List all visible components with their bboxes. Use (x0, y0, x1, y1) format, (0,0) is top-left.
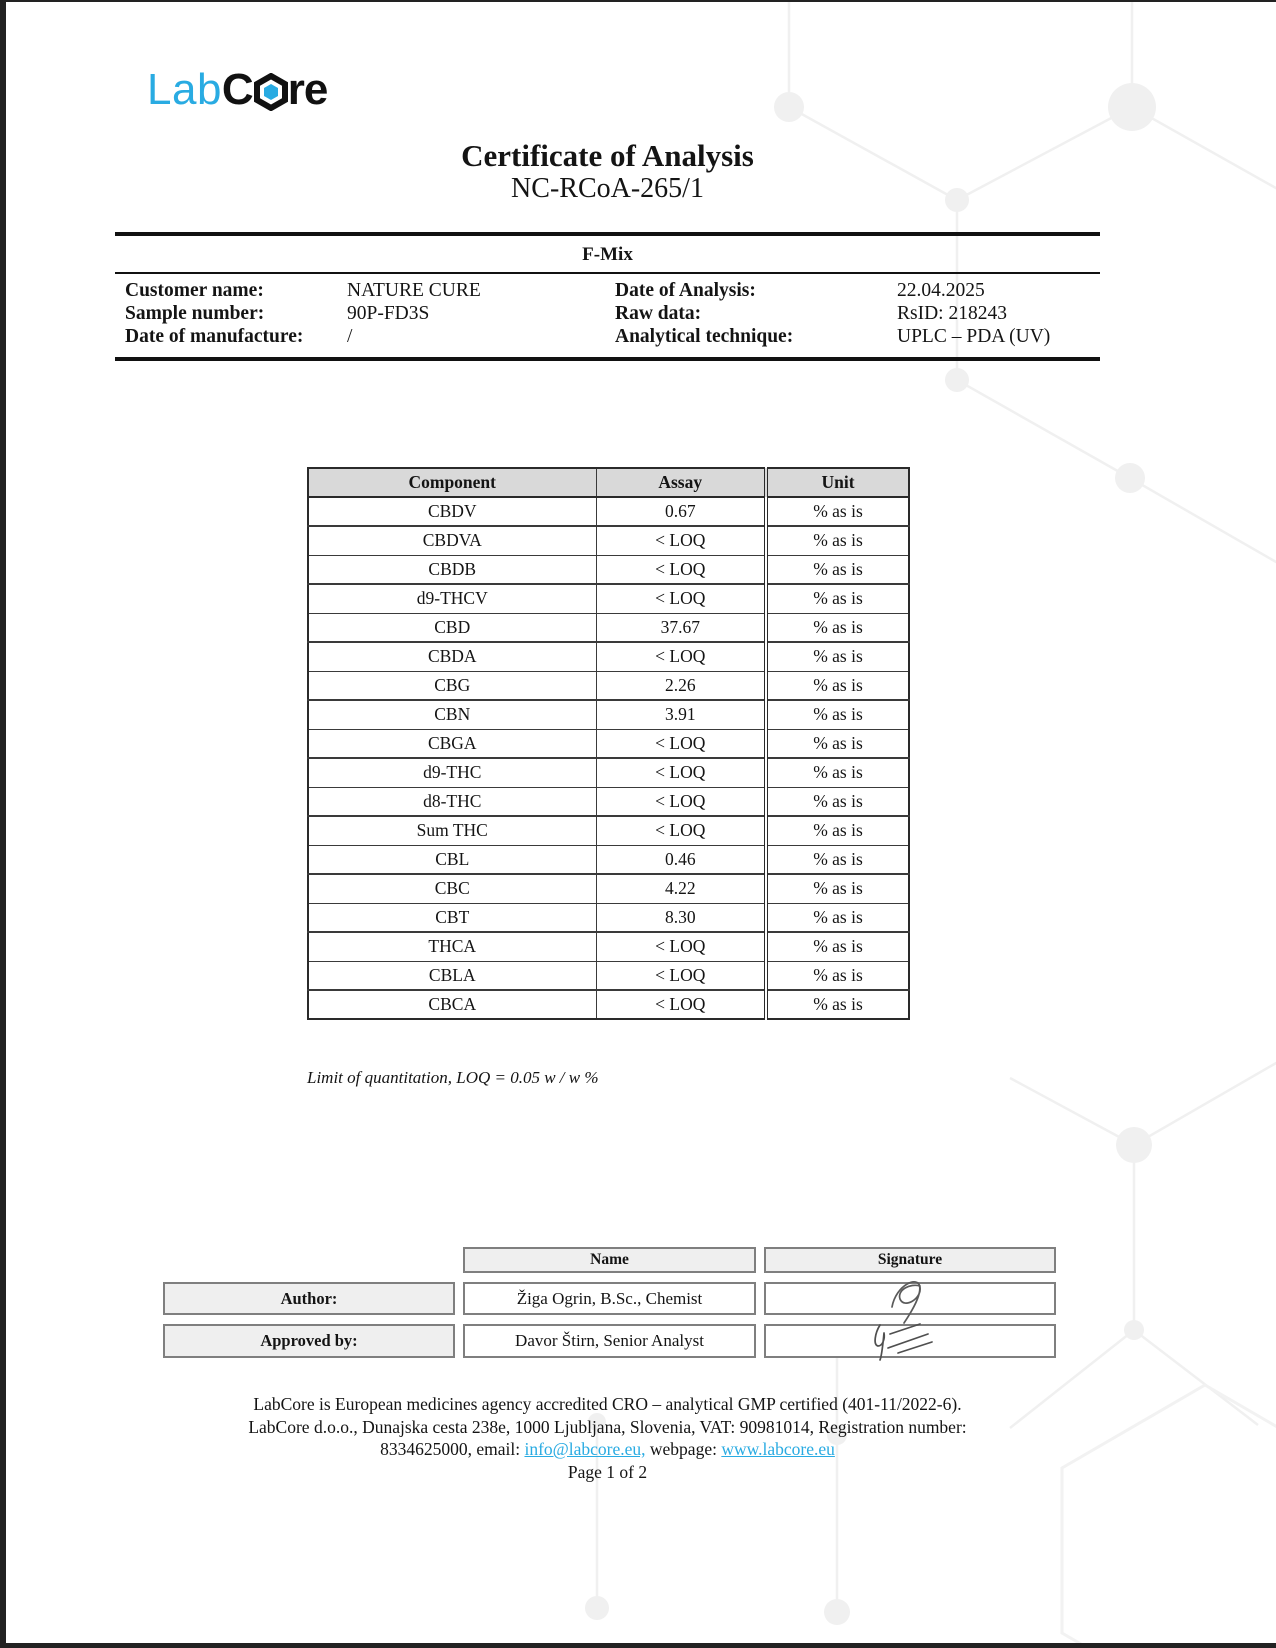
assay-cell: < LOQ (596, 758, 766, 787)
component-cell: CBG (308, 671, 596, 700)
labcore-logo (147, 64, 327, 116)
component-cell: CBDV (308, 497, 596, 526)
signoff-table (163, 1247, 1056, 1358)
unit-cell: % as is (766, 555, 909, 584)
table-row (308, 497, 909, 526)
unit-cell: % as is (766, 729, 909, 758)
component-cell: CBGA (308, 729, 596, 758)
assay-column-header: Assay (596, 468, 766, 497)
field-label: Date of manufacture: (125, 326, 304, 347)
field-value: / (347, 326, 353, 347)
unit-cell: % as is (766, 874, 909, 903)
footer-company-line: LabCore d.o.o., Dunajska cesta 238e, 1000 Ljubljana, Slovenia, VAT: 90981014, Registration number: (248, 1416, 967, 1437)
assay-cell: 8.30 (596, 903, 766, 932)
webpage-link[interactable]: www.labcore.eu (721, 1439, 835, 1459)
assay-cell: < LOQ (596, 932, 766, 961)
approver-name: Davor Štirn, Senior Analyst (463, 1324, 756, 1358)
assay-cell: 37.67 (596, 613, 766, 642)
unit-cell: % as is (766, 700, 909, 729)
author-signature-cell (764, 1282, 1056, 1315)
footer-contact-mid: webpage: (645, 1439, 722, 1459)
assay-cell: 0.67 (596, 497, 766, 526)
unit-cell: % as is (766, 584, 909, 613)
page-title: Certificate of Analysis (461, 138, 754, 173)
assay-cell: < LOQ (596, 729, 766, 758)
signature-column-header: Signature (764, 1247, 1056, 1273)
assay-cell: 0.46 (596, 845, 766, 874)
component-cell: d8-THC (308, 787, 596, 816)
author-name: Žiga Ogrin, B.Sc., Chemist (463, 1282, 756, 1315)
field-value: UPLC – PDA (UV) (897, 326, 1051, 347)
field-label: Analytical technique: (615, 326, 794, 347)
component-cell: CBLA (308, 961, 596, 990)
unit-cell: % as is (766, 816, 909, 845)
assay-cell: < LOQ (596, 555, 766, 584)
unit-cell: % as is (766, 526, 909, 555)
table-row (308, 700, 909, 729)
component-cell: CBCA (308, 990, 596, 1019)
unit-cell: % as is (766, 961, 909, 990)
logo-core-c: C (221, 65, 253, 114)
table-row (308, 787, 909, 816)
approver-signature-scribble (862, 1317, 958, 1365)
page-frame-top (0, 0, 1276, 2)
sample-name: F-Mix (115, 236, 1100, 274)
component-cell: CBDVA (308, 526, 596, 555)
component-cell: d9-THCV (308, 584, 596, 613)
table-row (308, 932, 909, 961)
unit-cell: % as is (766, 613, 909, 642)
table-row (308, 555, 909, 584)
unit-cell: % as is (766, 787, 909, 816)
table-header-row (308, 468, 909, 497)
unit-cell: % as is (766, 758, 909, 787)
name-column-header: Name (463, 1247, 756, 1273)
unit-column-header: Unit (766, 468, 909, 497)
component-cell: CBC (308, 874, 596, 903)
sample-info-header (115, 232, 1100, 361)
footer (115, 1393, 1100, 1483)
approver-signature-cell (764, 1324, 1056, 1358)
table-row (308, 961, 909, 990)
unit-cell: % as is (766, 845, 909, 874)
table-row (308, 671, 909, 700)
field-value: NATURE CURE (347, 280, 481, 301)
field-label: Customer name: (125, 280, 264, 301)
unit-cell: % as is (766, 932, 909, 961)
field-value: 90P-FD3S (347, 303, 430, 324)
footer-contact-prefix: 8334625000, email: (380, 1439, 525, 1459)
component-cell: CBD (308, 613, 596, 642)
component-cell: d9-THC (308, 758, 596, 787)
hexagon-logo-icon (253, 73, 289, 111)
table-row (308, 903, 909, 932)
component-cell: THCA (308, 932, 596, 961)
author-role-label: Author: (163, 1282, 455, 1315)
assay-cell: < LOQ (596, 961, 766, 990)
table-row (308, 816, 909, 845)
field-value: RsID: 218243 (897, 303, 1007, 324)
email-link[interactable]: info@labcore.eu, (524, 1439, 646, 1459)
signoff-spacer (163, 1247, 455, 1273)
loq-footnote: Limit of quantitation, LOQ = 0.05 w / w % (307, 1068, 599, 1087)
table-row (308, 845, 909, 874)
assay-cell: 3.91 (596, 700, 766, 729)
field-label: Sample number: (125, 303, 265, 324)
component-cell: CBL (308, 845, 596, 874)
assay-cell: < LOQ (596, 816, 766, 845)
field-label: Date of Analysis: (615, 280, 756, 301)
approver-role-label: Approved by: (163, 1324, 455, 1358)
results-table (307, 467, 910, 1020)
assay-cell: 4.22 (596, 874, 766, 903)
component-cell: CBT (308, 903, 596, 932)
table-row (308, 729, 909, 758)
unit-cell: % as is (766, 642, 909, 671)
assay-cell: < LOQ (596, 990, 766, 1019)
assay-cell: < LOQ (596, 642, 766, 671)
table-row (308, 874, 909, 903)
field-value: 22.04.2025 (897, 280, 985, 301)
document-number: NC-RCoA-265/1 (511, 173, 704, 204)
component-cell: CBDA (308, 642, 596, 671)
sample-info-grid (115, 274, 1100, 357)
component-cell: CBDB (308, 555, 596, 584)
unit-cell: % as is (766, 671, 909, 700)
component-cell: Sum THC (308, 816, 596, 845)
unit-cell: % as is (766, 497, 909, 526)
table-row (308, 526, 909, 555)
assay-cell: < LOQ (596, 787, 766, 816)
table-row (308, 642, 909, 671)
assay-cell: 2.26 (596, 671, 766, 700)
field-label: Raw data: (615, 303, 702, 324)
logo-lab-text: Lab (147, 65, 222, 114)
component-cell: CBN (308, 700, 596, 729)
page-number: Page 1 of 2 (567, 1461, 648, 1482)
page-frame-bottom (0, 1643, 1276, 1648)
table-row (308, 990, 909, 1019)
page-frame-left (0, 0, 6, 1648)
table-row (308, 613, 909, 642)
unit-cell: % as is (766, 903, 909, 932)
assay-cell: < LOQ (596, 526, 766, 555)
assay-cell: < LOQ (596, 584, 766, 613)
logo-core-re: re (287, 65, 328, 114)
table-row (308, 758, 909, 787)
footer-accreditation-line: LabCore is European medicines agency accredited CRO – analytical GMP certified (401-11/2022-6). (253, 1394, 962, 1414)
unit-cell: % as is (766, 990, 909, 1019)
table-row (308, 584, 909, 613)
footer-contact-line (115, 1438, 1100, 1461)
component-column-header: Component (308, 468, 596, 497)
